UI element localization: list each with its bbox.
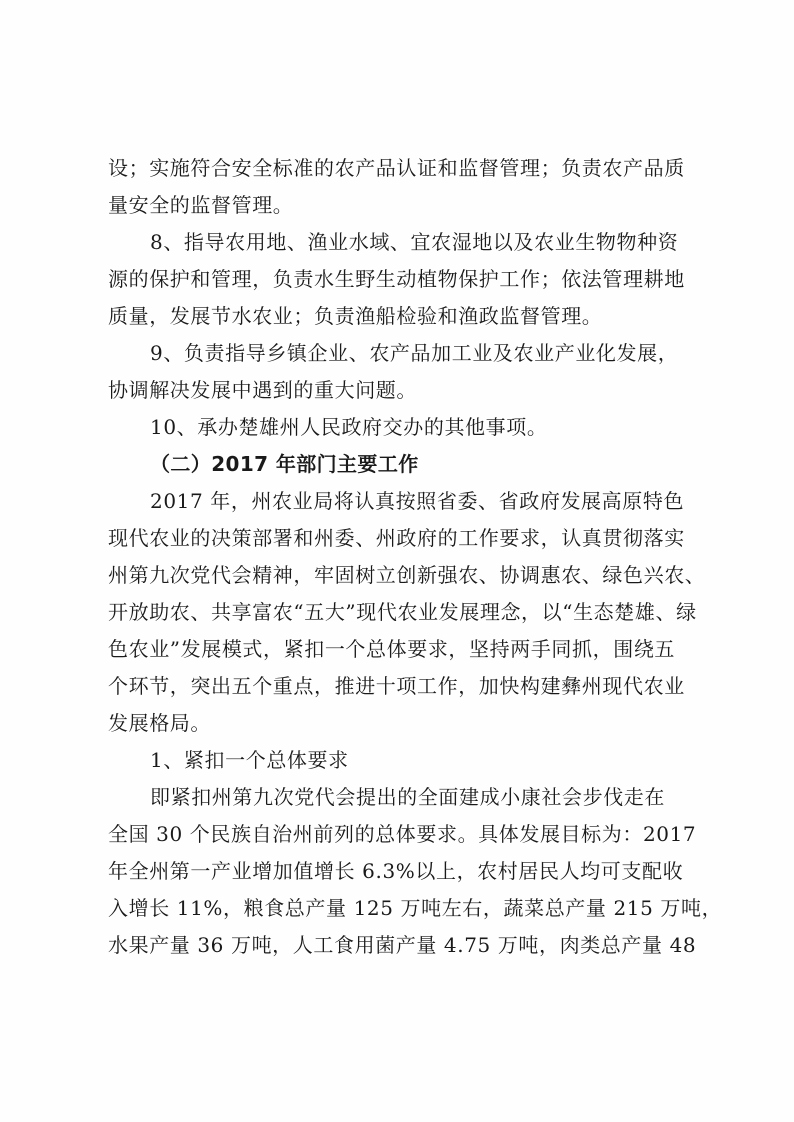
document-body [108,150,723,964]
paragraph-line: 源的保护和管理，负责水生野生动植物保护工作；依法管理耕地 [108,267,685,291]
paragraph-line: 现代农业的决策部署和州委、州政府的工作要求，认真贯彻落实 [108,526,685,550]
paragraph-line: 色农业”发展模式，紧扣一个总体要求，坚持两手同抓，围绕五 [108,637,676,661]
paragraph-line: 2017 年，州农业局将认真按照省委、省政府发展高原特色 [150,489,685,513]
paragraph-line: 9、负责指导乡镇企业、农产品加工业及农业产业化发展， [150,341,679,365]
section-heading: （二）2017 年部门主要工作 [150,452,419,476]
paragraph-line: 即紧扣州第九次党代会提出的全面建成小康社会步伐走在 [150,785,665,809]
paragraph-line: 协调解决发展中遇到的重大问题。 [108,378,417,402]
paragraph-line: 8、指导农用地、渔业水域、宜农湿地以及农业生物物种资 [150,230,679,254]
paragraph-line: 量安全的监督管理。 [108,193,294,217]
paragraph-line: 州第九次党代会精神，牢固树立创新强农、协调惠农、绿色兴农、 [108,563,706,587]
paragraph-line: 10、承办楚雄州人民政府交办的其他事项。 [150,415,548,439]
paragraph-line: 开放助农、共享富农“五大”现代农业发展理念，以“生态楚雄、绿 [108,600,697,624]
paragraph-line: 质量，发展节水农业；负责渔船检验和渔政监督管理。 [108,304,603,328]
paragraph-line: 全国 30 个民族自治州前列的总体要求。具体发展目标为：2017 [108,822,697,846]
subsection-heading: 1、紧扣一个总体要求 [150,748,349,772]
paragraph-line: 设；实施符合安全标准的农产品认证和监督管理；负责农产品质 [108,156,685,180]
paragraph-line: 发展格局。 [108,711,211,735]
paragraph-line: 个环节，突出五个重点，推进十项工作，加快构建彝州现代农业 [108,674,685,698]
paragraph-line: 水果产量 36 万吨，人工食用菌产量 4.75 万吨，肉类总产量 48 [108,933,697,957]
paragraph-line: 年全州第一产业增加值增长 6.3%以上，农村居民人均可支配收 [108,859,684,883]
paragraph-line: 入增长 11%，粮食总产量 125 万吨左右，蔬菜总产量 215 万吨， [108,896,723,920]
